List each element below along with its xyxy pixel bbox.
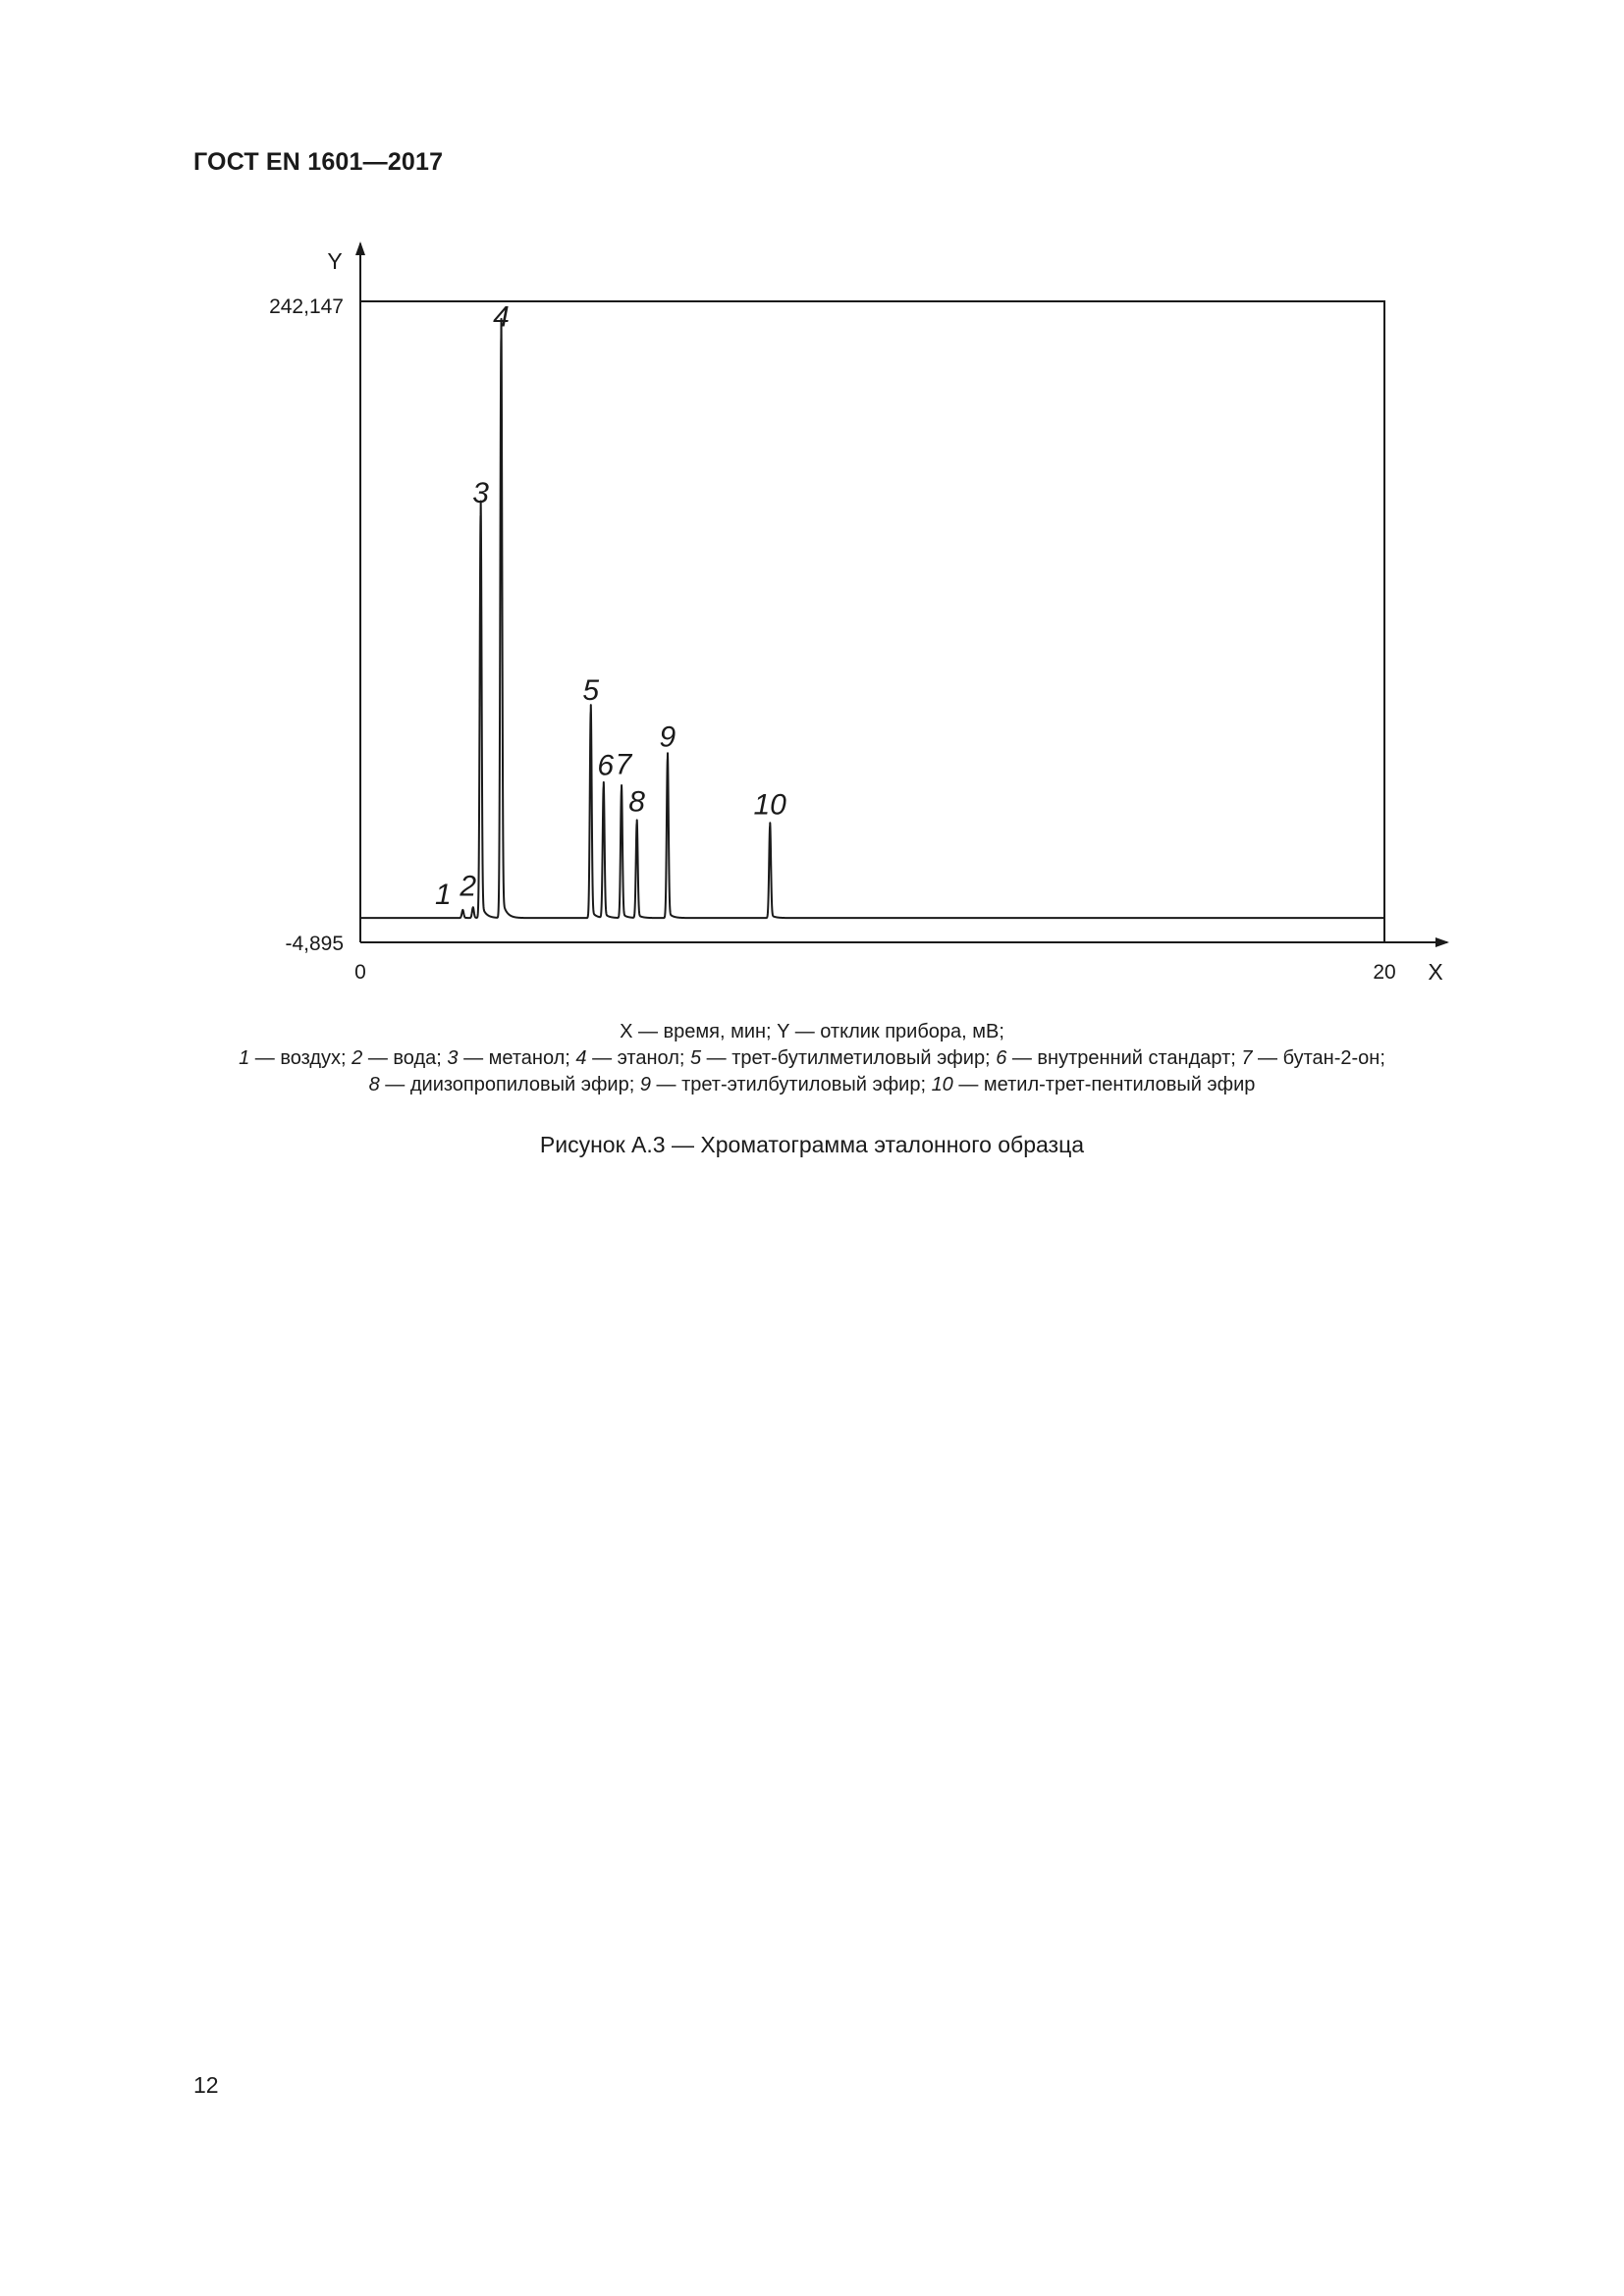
legend-text: — трет-бутилметиловый эфир; <box>701 1047 997 1069</box>
legend-text: — бутан-2-он; <box>1252 1047 1385 1069</box>
legend-text: — внутренний стандарт; <box>1006 1047 1242 1069</box>
peak-label: 5 <box>582 674 600 708</box>
legend-text: — метил-трет-пентиловый эфир <box>952 1074 1256 1095</box>
legend-text: — воздух; <box>249 1047 352 1069</box>
peak-label: 1 <box>434 879 452 912</box>
legend-number: 7 <box>1241 1047 1253 1069</box>
plot-frame <box>360 301 1384 942</box>
legend-number: 5 <box>690 1047 702 1069</box>
page-number: 12 <box>193 2072 219 2098</box>
peak-label: 6 <box>597 749 615 782</box>
legend-number: 3 <box>447 1047 459 1069</box>
peak-label: 3 <box>472 477 489 510</box>
x-tick-label: 20 <box>1373 961 1396 984</box>
legend-text: — метанол; <box>458 1047 576 1069</box>
y-axis-label: Y <box>327 248 343 274</box>
peak-label: 2 <box>460 870 477 903</box>
legend-text: — этанол; <box>586 1047 690 1069</box>
legend-number: 1 <box>239 1047 250 1069</box>
peak-label: 10 <box>753 788 786 822</box>
chromatogram-chart <box>0 0 1624 1041</box>
legend-number: 9 <box>639 1074 651 1095</box>
y-tick-label: 242,147 <box>269 295 344 318</box>
legend-number: 2 <box>352 1047 363 1069</box>
y-tick-label: -4,895 <box>285 933 344 955</box>
legend-number: 4 <box>575 1047 587 1069</box>
document-header-title: ГОСТ EN 1601—2017 <box>193 148 444 176</box>
legend-number: 6 <box>996 1047 1007 1069</box>
legend-number: 10 <box>931 1074 953 1095</box>
chromatogram-trace <box>360 319 1384 918</box>
legend-text: — трет-этилбутиловый эфир; <box>650 1074 932 1095</box>
peaks-legend-line-1 <box>0 1045 1624 1072</box>
peak-label: 7 <box>615 748 632 781</box>
peaks-legend-line-2 <box>0 1072 1624 1098</box>
legend-text: — вода; <box>362 1047 448 1069</box>
figure-legend <box>0 1019 1624 1098</box>
peak-label: 4 <box>493 300 510 334</box>
peak-label: 8 <box>628 785 645 819</box>
x-axis-label: X <box>1428 959 1443 985</box>
axes-legend-line: X — время, мин; Y — отклик прибора, мВ; <box>620 1021 1004 1042</box>
figure-caption: Рисунок А.3 — Хроматограмма эталонного образца <box>539 1132 1085 1157</box>
peak-label: 9 <box>659 721 677 754</box>
legend-number: 8 <box>368 1074 380 1095</box>
x-tick-label: 0 <box>354 961 366 984</box>
legend-text: — диизопропиловый эфир; <box>379 1074 640 1095</box>
